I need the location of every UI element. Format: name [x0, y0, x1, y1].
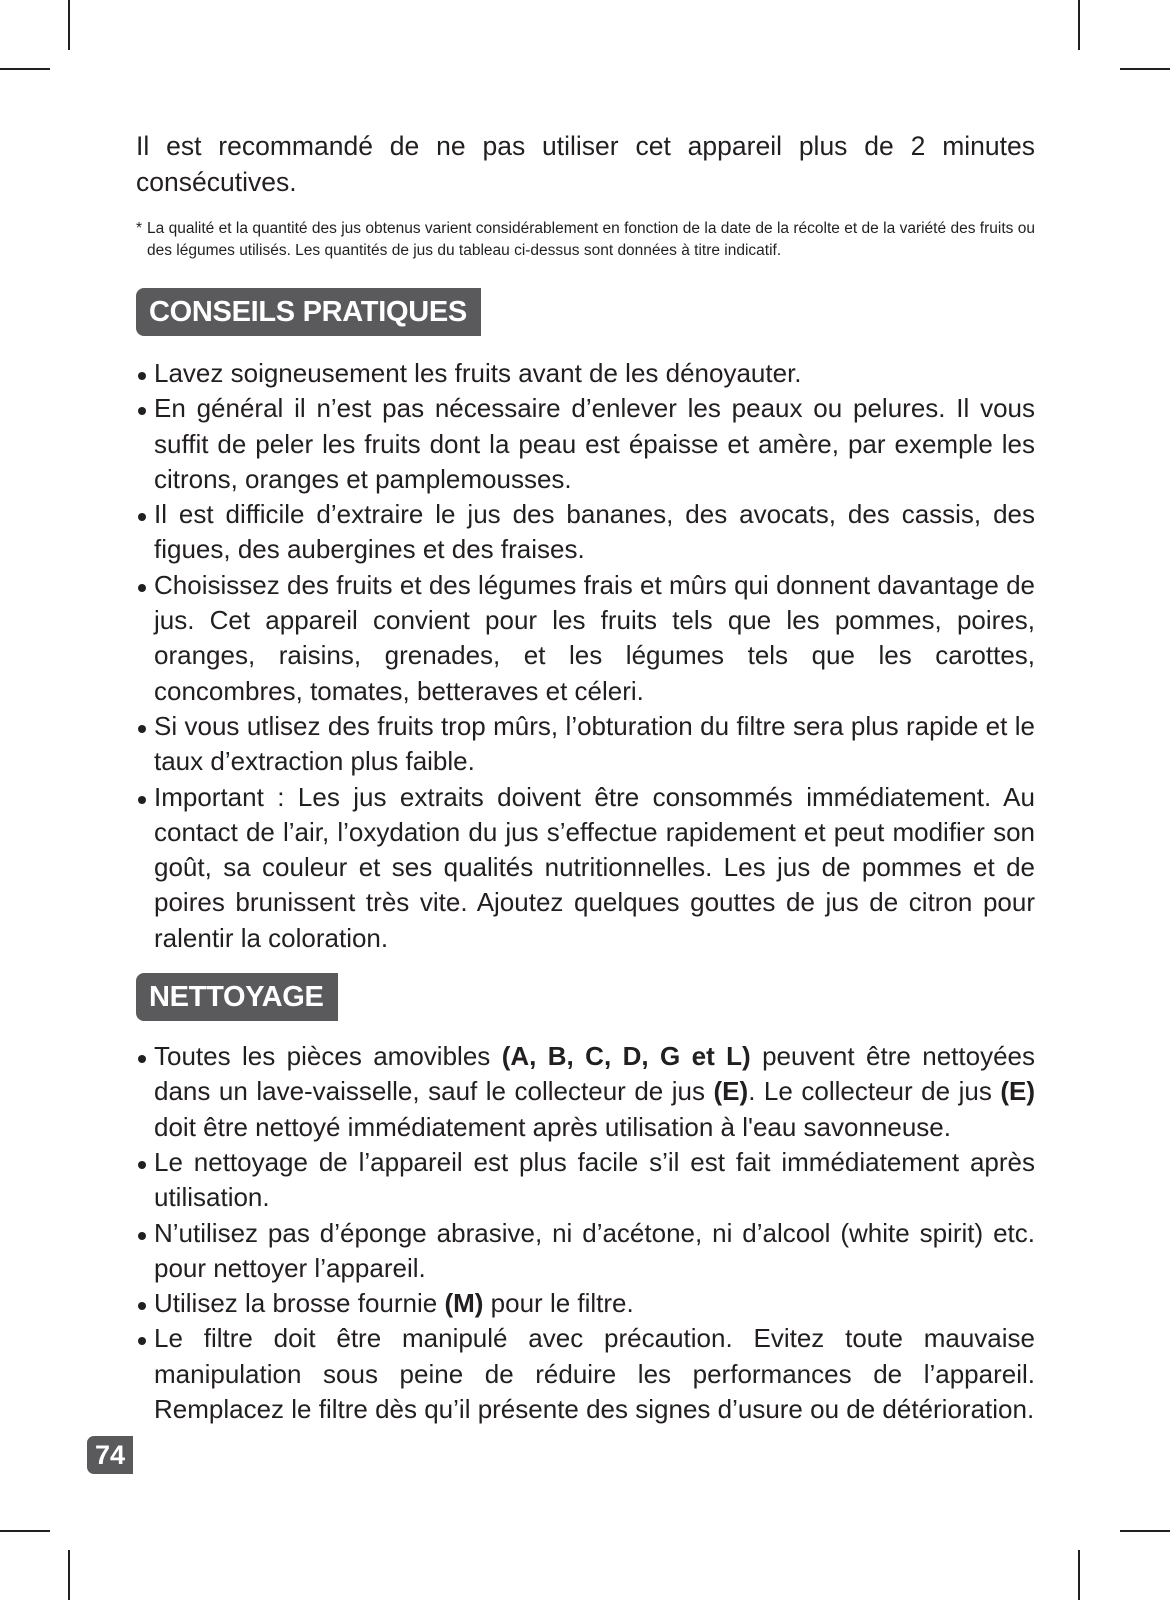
list-item: Choisissez des fruits et des légumes frais et mûrs qui donnent davantage de jus. Cet appareil convient pour les fruits tels que les pommes, poires, oranges, raisins, grenades, et les légumes tels que les carottes, concombres, tomates, betteraves et céleri.: [136, 568, 1035, 709]
page-content: [136, 128, 1035, 1427]
crop-mark: [1120, 1530, 1170, 1532]
list-item: Si vous utlisez des fruits trop mûrs, l’obturation du filtre sera plus rapide et le taux d’extraction plus faible.: [136, 709, 1035, 780]
list-item: Le nettoyage de l’appareil est plus facile s’il est fait immédiatement après utilisation.: [136, 1145, 1035, 1216]
part-reference: (E): [1000, 1076, 1036, 1107]
list-item: Utilisez la brosse fournie (M) pour le filtre.: [136, 1286, 1035, 1321]
part-reference: (A, B, C, D, G et L): [501, 1041, 751, 1072]
crop-mark: [1120, 68, 1170, 70]
footnote-text: La qualité et la quantité des jus obtenus varient considérablement en fonction de la date de la récolte et de la variété des fruits ou des légumes utilisés. Les quantités de jus du tableau ci-dessus sont données à titre indicatif.: [147, 220, 1035, 259]
intro-paragraph: Il est recommandé de ne pas utiliser cet appareil plus de 2 minutes consécutives.: [136, 131, 1035, 197]
list-item: En général il n’est pas nécessaire d’enlever les peaux ou pelures. Il vous suffit de peler les fruits dont la peau est épaisse et amère, par exemple les citrons, oranges et pamplemousses.: [136, 391, 1035, 497]
crop-mark: [68, 1550, 70, 1600]
list-item: Il est difficile d’extraire le jus des bananes, des avocats, des cassis, des figues, des aubergines et des fraises.: [136, 497, 1035, 568]
list-item: Le filtre doit être manipulé avec précaution. Evitez toute mauvaise manipulation sous peine de réduire les performances de l’appareil. Remplacez le filtre dès qu’il présente des signes d’usure ou de détérioration.: [136, 1321, 1035, 1427]
list-item: Important : Les jus extraits doivent être consommés immédiatement. Au contact de l’air, l’oxydation du jus s’effectue rapidement et peut modifier son goût, sa couleur et ses qualités nutritionnelles. Les jus de pommes et de poires brunissent très vite. Ajoutez quelques gouttes de jus de citron pour ralentir la coloration.: [136, 780, 1035, 956]
section-heading-nettoyage: NETTOYAGE: [136, 973, 338, 1021]
crop-mark: [0, 68, 50, 70]
list-item: Lavez soigneusement les fruits avant de les dénoyauter.: [136, 356, 1035, 391]
page-number: 74: [87, 1436, 133, 1474]
part-reference: (E): [713, 1076, 749, 1107]
crop-mark: [1078, 1550, 1080, 1600]
footnote: [136, 218, 1035, 262]
section-heading-conseils: CONSEILS PRATIQUES: [136, 288, 481, 336]
list-item: N’utilisez pas d’éponge abrasive, ni d’acétone, ni d’alcool (white spirit) etc. pour nettoyer l’appareil.: [136, 1216, 1035, 1287]
nettoyage-list: [136, 1039, 1035, 1427]
footnote-marker: *: [136, 220, 143, 237]
list-item: Toutes les pièces amovibles (A, B, C, D, G et L) peuvent être nettoyées dans un lave-vaisselle, sauf le collecteur de jus (E). Le collecteur de jus (E) doit être nettoyé immédiatement après utilisation à l'eau savonneuse.: [136, 1039, 1035, 1145]
crop-mark: [68, 0, 70, 50]
conseils-list: [136, 356, 1035, 956]
part-reference: (M): [444, 1288, 484, 1319]
crop-mark: [1078, 0, 1080, 50]
crop-mark: [0, 1530, 50, 1532]
